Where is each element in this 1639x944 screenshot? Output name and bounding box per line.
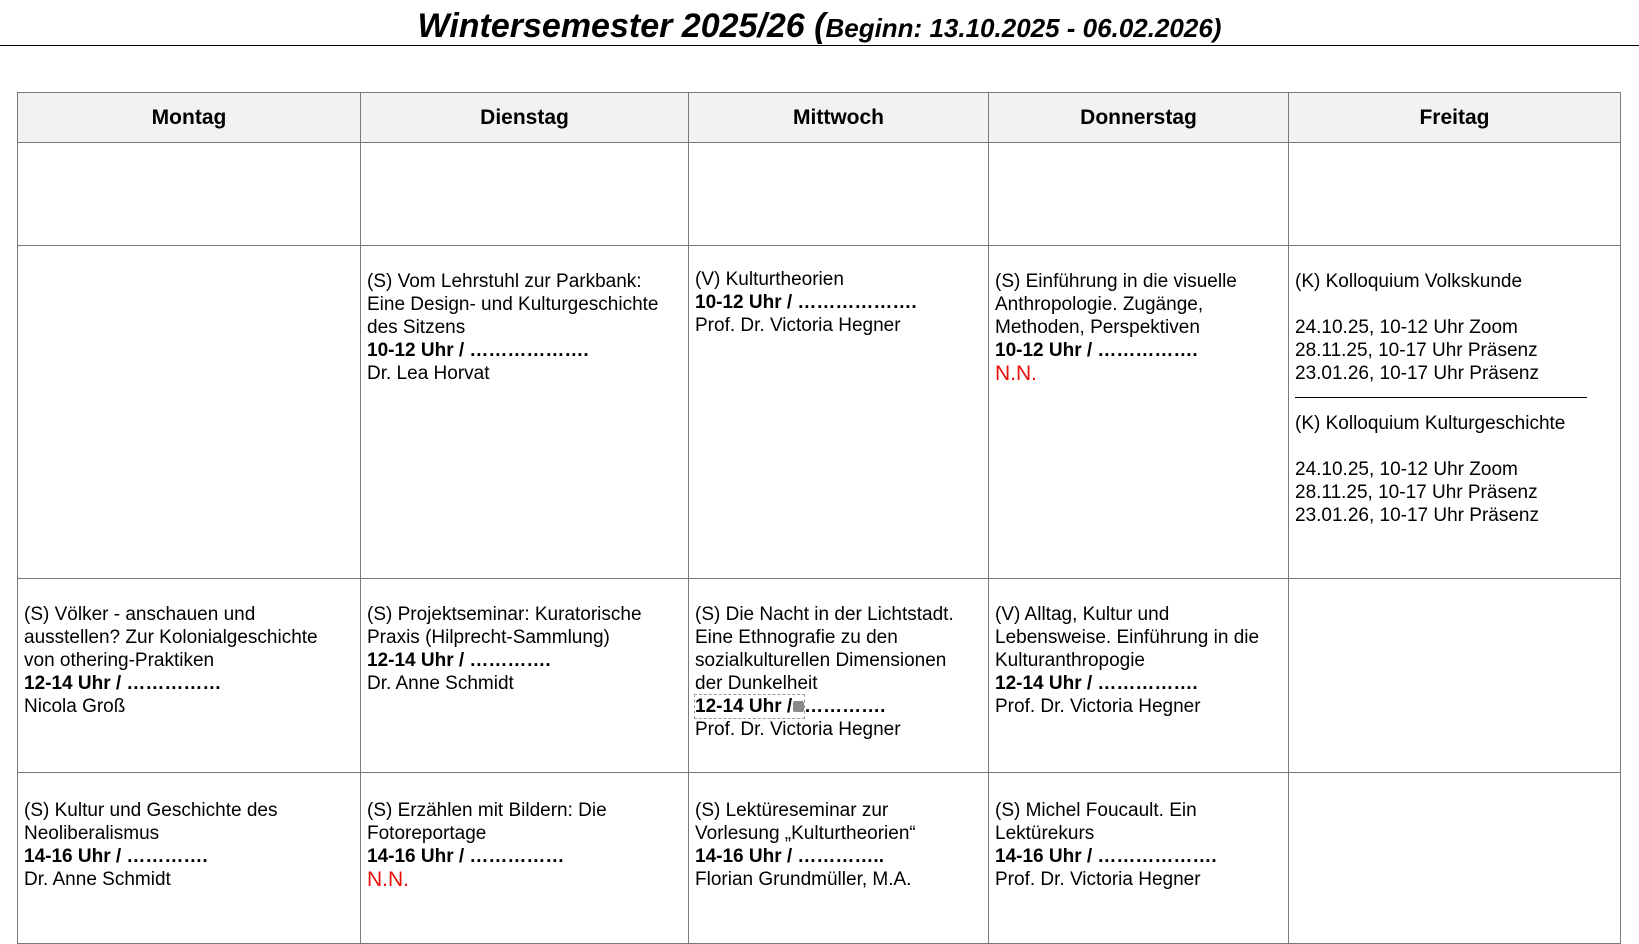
- colloquium-cell-freitag[interactable]: [1289, 246, 1621, 579]
- course-time: 12-14 Uhr / ……………: [24, 673, 222, 694]
- course-time: 14-16 Uhr / ……………….: [995, 846, 1217, 867]
- course-title-line: ausstellen? Zur Kolonialgeschichte: [24, 627, 318, 648]
- slot-14-16-row: [18, 773, 1621, 944]
- text-selection-box[interactable]: [695, 695, 804, 718]
- colloquium-date: 28.11.25, 10-17 Uhr Präsenz: [1295, 482, 1538, 503]
- schedule-table: [17, 92, 1621, 944]
- course-title-line: (S) Projektseminar: Kuratorische: [367, 604, 642, 625]
- slot-10-12-row: [18, 246, 1621, 579]
- course-title-line: Eine Design- und Kulturgeschichte: [367, 294, 659, 315]
- colloquium-date: 24.10.25, 10-12 Uhr Zoom: [1295, 459, 1518, 480]
- course-cell-mittwoch-1214[interactable]: [689, 579, 989, 773]
- course-cell-montag-1416[interactable]: [18, 773, 361, 944]
- course-lecturer-nn: N.N.: [995, 362, 1037, 385]
- spacer: [1295, 293, 1614, 316]
- course-time: 14-16 Uhr / …………..: [695, 846, 884, 867]
- course-time-start: 12-14 Uhr /: [695, 696, 793, 717]
- empty-cell[interactable]: [1289, 579, 1621, 773]
- course-title-line: von othering-Praktiken: [24, 650, 215, 671]
- course-title-line: (S) Vom Lehrstuhl zur Parkbank:: [367, 271, 642, 292]
- slot-12-14-row: [18, 579, 1621, 773]
- course-title-line: Fotoreportage: [367, 823, 487, 844]
- empty-cell[interactable]: [18, 143, 361, 246]
- course-cell-donnerstag-1012[interactable]: [989, 246, 1289, 579]
- header-donnerstag: Donnerstag: [989, 93, 1289, 143]
- header-freitag: Freitag: [1289, 93, 1621, 143]
- course-title-line: Praxis (Hilprecht-Sammlung): [367, 627, 610, 648]
- course-time: 12-14 Uhr / ………….: [367, 650, 551, 671]
- course-time: 10-12 Uhr / ……………….: [695, 292, 917, 313]
- course-title-line: Kulturanthropogie: [995, 650, 1145, 671]
- course-title-line: Methoden, Perspektiven: [995, 317, 1200, 338]
- colloquium-date: 28.11.25, 10-17 Uhr Präsenz: [1295, 340, 1538, 361]
- comment-marker-icon[interactable]: [793, 701, 804, 712]
- course-cell-donnerstag-1214[interactable]: [989, 579, 1289, 773]
- course-time: 14-16 Uhr / ……………: [367, 846, 565, 867]
- empty-cell[interactable]: [361, 143, 689, 246]
- title-main: Wintersemester 2025/26 (: [417, 7, 826, 45]
- empty-row: [18, 143, 1621, 246]
- course-title-line: (V) Kulturtheorien: [695, 269, 844, 290]
- course-title-line: der Dunkelheit: [695, 673, 818, 694]
- course-cell-dienstag-1416[interactable]: [361, 773, 689, 944]
- course-lecturer: Dr. Lea Horvat: [367, 363, 490, 384]
- course-title-line: Vorlesung „Kulturtheorien“: [695, 823, 916, 844]
- page-title: [0, 4, 1639, 50]
- course-lecturer: Florian Grundmüller, M.A.: [695, 869, 912, 890]
- course-cell-mittwoch-1416[interactable]: [689, 773, 989, 944]
- header-mittwoch: Mittwoch: [689, 93, 989, 143]
- course-time: 10-12 Uhr / …………….: [995, 340, 1198, 361]
- colloquium-title: (K) Kolloquium Kulturgeschichte: [1295, 413, 1566, 434]
- course-time-dots: ………….: [804, 696, 886, 717]
- course-title-line: (S) Michel Foucault. Ein: [995, 800, 1197, 821]
- course-title-line: (S) Erzählen mit Bildern: Die: [367, 800, 607, 821]
- course-title-line: Anthropologie. Zugänge,: [995, 294, 1204, 315]
- course-lecturer-nn: N.N.: [367, 868, 409, 891]
- course-cell-mittwoch-1012[interactable]: [689, 246, 989, 579]
- course-title-line: Lektürekurs: [995, 823, 1095, 844]
- spacer: [1295, 435, 1614, 458]
- course-time: [695, 695, 982, 718]
- course-time: 14-16 Uhr / ………….: [24, 846, 208, 867]
- colloquium-date: 23.01.26, 10-17 Uhr Präsenz: [1295, 505, 1539, 526]
- course-cell-dienstag-1012[interactable]: [361, 246, 689, 579]
- course-cell-donnerstag-1416[interactable]: [989, 773, 1289, 944]
- course-title-line: des Sitzens: [367, 317, 466, 338]
- course-title-line: Eine Ethnografie zu den: [695, 627, 898, 648]
- course-title-line: (V) Alltag, Kultur und: [995, 604, 1170, 625]
- empty-cell[interactable]: [1289, 773, 1621, 944]
- colloquium-date: 24.10.25, 10-12 Uhr Zoom: [1295, 317, 1518, 338]
- course-lecturer: Prof. Dr. Victoria Hegner: [995, 696, 1201, 717]
- course-title-line: (S) Lektüreseminar zur: [695, 800, 889, 821]
- empty-cell[interactable]: [689, 143, 989, 246]
- course-cell-dienstag-1214[interactable]: [361, 579, 689, 773]
- course-title-line: (S) Völker - anschauen und: [24, 604, 256, 625]
- course-lecturer: Dr. Anne Schmidt: [24, 869, 171, 890]
- empty-cell[interactable]: [989, 143, 1289, 246]
- course-title-line: sozialkulturellen Dimensionen: [695, 650, 947, 671]
- divider-line: [1295, 397, 1587, 398]
- course-lecturer: Prof. Dr. Victoria Hegner: [695, 315, 901, 336]
- colloquium-date: 23.01.26, 10-17 Uhr Präsenz: [1295, 363, 1539, 384]
- course-title-line: Neoliberalismus: [24, 823, 160, 844]
- header-row: [18, 93, 1621, 143]
- course-lecturer: Nicola Groß: [24, 696, 126, 717]
- course-title-line: Lebensweise. Einführung in die: [995, 627, 1260, 648]
- empty-cell[interactable]: [18, 246, 361, 579]
- course-title-line: (S) Kultur und Geschichte des: [24, 800, 278, 821]
- header-montag: Montag: [18, 93, 361, 143]
- course-lecturer: Prof. Dr. Victoria Hegner: [695, 719, 901, 740]
- course-lecturer: Dr. Anne Schmidt: [367, 673, 514, 694]
- course-time: 12-14 Uhr / …………….: [995, 673, 1198, 694]
- header-dienstag: Dienstag: [361, 93, 689, 143]
- course-title-line: (S) Einführung in die visuelle: [995, 271, 1237, 292]
- course-cell-montag-1214[interactable]: [18, 579, 361, 773]
- title-dates: Beginn: 13.10.2025 - 06.02.2026): [825, 13, 1222, 43]
- course-lecturer: Prof. Dr. Victoria Hegner: [995, 869, 1201, 890]
- course-time: 10-12 Uhr / ……………….: [367, 340, 589, 361]
- empty-cell[interactable]: [1289, 143, 1621, 246]
- title-rule: [0, 45, 1639, 46]
- course-title-line: (S) Die Nacht in der Lichtstadt.: [695, 604, 954, 625]
- colloquium-title: (K) Kolloquium Volkskunde: [1295, 271, 1523, 292]
